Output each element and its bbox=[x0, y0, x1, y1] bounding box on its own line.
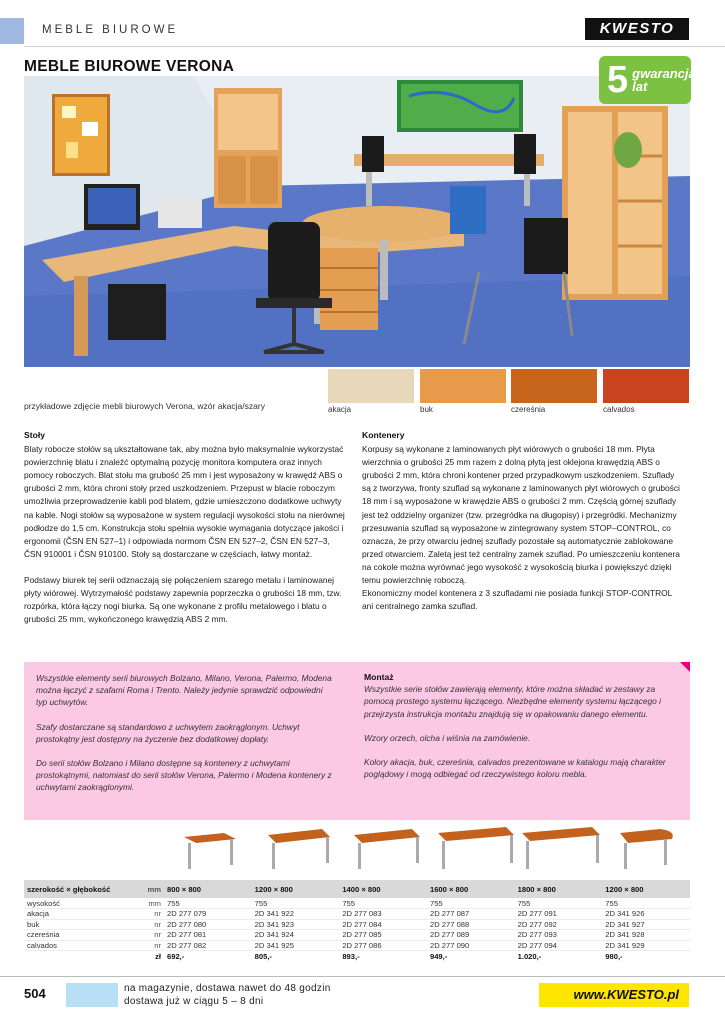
containers-paragraph-2: Ekonomiczny model kontenera z 3 szufladami nie posiada funkcji STOP-CONTROL ani centralnego zamka szuflad. bbox=[362, 588, 673, 612]
cell: 2D 277 093 bbox=[515, 930, 603, 941]
cell: 2D 341 929 bbox=[602, 940, 690, 951]
cell: 2D 277 080 bbox=[164, 919, 252, 930]
row-label: wysokość bbox=[24, 898, 142, 909]
swatch-label-czeresnia: czereśnia bbox=[511, 405, 546, 414]
spec-header-unit: mm bbox=[142, 880, 164, 898]
footer-divider bbox=[0, 976, 725, 977]
table-row bbox=[24, 930, 690, 941]
tables-paragraph-1: Blaty robocze stołów są ukształtowane tak, aby można było maksymalnie wykorzystać powierzchnię blatu i znaleźć optymalną pozycję monitora komputera oraz innych pomocy roboczych. Blat stołu ma grubość 25 mm i jest wyposażony w krawędź ABS o grubości 2 mm, która chroni stoły przed uszkodzeniem. Przepust w blacie roboczym umożliwia przeprowadzenie kabli pod blatem, gdzie umieszczono dodatkowe uchwyty na kable. Nogi stołów są wyposażone w system regulacji wysokości stołu na nierównej podłodze do 1,5 cm. Konstrukcja stołu spełnia wysokie wymagania dotyczące jakości i ergonomii (ČSN EN 527–1) i odpowiada normom ČSN EN 527–2, ČSN EN 527–3, ČSN 910001 i ČSN 910100. Stoły są dostarczane w częściach, łatwy montaż. bbox=[24, 444, 345, 559]
tables-paragraph-2: Podstawy biurek tej serii odznaczają się połączeniem szarego metalu i laminowanej płyty wiórowej. Wytrzymałość podstawy zapewnia poprzeczka o grubości 18 mm, tzw. rozpórka, która łączy nogi biurka. Są one wykonane z profilu metalowego i blatu o grubości 25 mm, wykończonego krawędzią ABS 2 mm. bbox=[24, 574, 342, 625]
cell: 755 bbox=[164, 898, 252, 909]
spec-col-4: 1600 × 800 bbox=[427, 880, 515, 898]
spec-header-row bbox=[24, 880, 690, 898]
tables-heading: Stoły bbox=[24, 430, 46, 440]
row-unit: nr bbox=[142, 909, 164, 920]
spec-table bbox=[24, 880, 690, 961]
row-unit: nr bbox=[142, 919, 164, 930]
price-cell: 949,- bbox=[429, 951, 448, 961]
row-label: akacja bbox=[24, 909, 142, 920]
cell: 755 bbox=[602, 898, 690, 909]
row-label: calvados bbox=[24, 940, 142, 951]
cell: 2D 277 092 bbox=[515, 919, 603, 930]
assembly-heading: Montaż bbox=[364, 672, 394, 682]
swatch-label-buk: buk bbox=[420, 405, 433, 414]
page-title: MEBLE BIUROWE VERONA bbox=[24, 58, 235, 75]
brand-logo: KWESTO bbox=[585, 18, 689, 40]
cell: 2D 341 922 bbox=[252, 909, 340, 920]
price-cell: 893,- bbox=[342, 951, 360, 961]
row-unit: mm bbox=[142, 898, 164, 909]
cell: 2D 277 089 bbox=[427, 930, 515, 941]
row-unit: nr bbox=[142, 940, 164, 951]
desk-icon-800 bbox=[184, 833, 236, 869]
section-tab-marker bbox=[0, 18, 24, 44]
desk-icon-1600 bbox=[438, 827, 514, 869]
note-colors: Kolory akacja, buk, czereśnia, calvados prezentowane w katalogu mają charakter poglądowy i mogą odbiegać od rzeczywistego koloru mebla. bbox=[364, 757, 666, 780]
note-combination: Wszystkie elementy serii biurowych Bolzano, Milano, Verona, Palermo, Modena można łączyć z szafami Roma i Trento. Należy jedynie sprawdzić odpowiedni typ uchwytów. bbox=[36, 673, 332, 708]
spec-col-2: 1200 × 800 bbox=[252, 880, 340, 898]
cell: 2D 341 924 bbox=[252, 930, 340, 941]
swatch-buk bbox=[420, 369, 506, 403]
cell: 755 bbox=[252, 898, 340, 909]
notes-left bbox=[36, 672, 336, 806]
cell: 2D 277 083 bbox=[339, 909, 427, 920]
price-row bbox=[24, 951, 690, 962]
spec-col-3: 1400 × 800 bbox=[339, 880, 427, 898]
tables-description bbox=[24, 429, 346, 639]
spec-header-label: szerokość × głębokość bbox=[24, 880, 142, 898]
desk-icon-1200-round bbox=[620, 829, 673, 869]
cell: 2D 277 094 bbox=[515, 940, 603, 951]
note-patterns: Wzory orzech, olcha i wiśnia na zamówienie. bbox=[364, 732, 531, 743]
cell: 755 bbox=[515, 898, 603, 909]
warranty-text: gwarancja lat bbox=[632, 66, 696, 94]
price-unit: zł bbox=[155, 951, 161, 961]
cell: 2D 341 925 bbox=[252, 940, 340, 951]
price-label bbox=[24, 951, 142, 962]
cell: 2D 277 088 bbox=[427, 919, 515, 930]
row-unit: nr bbox=[142, 930, 164, 941]
swatch-akacja bbox=[328, 369, 414, 403]
spec-col-5: 1800 × 800 bbox=[515, 880, 603, 898]
warranty-badge bbox=[599, 56, 696, 104]
price-cell: 1.020,- bbox=[517, 951, 542, 961]
cell: 2D 277 079 bbox=[164, 909, 252, 920]
website-link[interactable]: www.KWESTO.pl bbox=[539, 983, 689, 1007]
table-row bbox=[24, 909, 690, 920]
cell: 2D 277 084 bbox=[339, 919, 427, 930]
desk-icon-1200 bbox=[268, 829, 330, 869]
price-cell: 980,- bbox=[605, 951, 623, 961]
cell: 2D 341 928 bbox=[602, 930, 690, 941]
cell: 2D 341 927 bbox=[602, 919, 690, 930]
desk-icon-1800 bbox=[522, 827, 600, 869]
row-label: czereśnia bbox=[24, 930, 142, 941]
cell: 2D 277 091 bbox=[515, 909, 603, 920]
swatch-czeresnia bbox=[511, 369, 597, 403]
product-photo bbox=[24, 76, 690, 367]
desk-icon-1400 bbox=[354, 829, 420, 869]
price-cell: 805,- bbox=[254, 951, 272, 961]
cell: 2D 341 926 bbox=[602, 909, 690, 920]
delivery-line-1: na magazynie, dostawa nawet do 48 godzin bbox=[124, 983, 331, 994]
note-handles: Szafy dostarczane są standardowo z uchwytem zaokrąglonym. Uchwyt prostokątny jest dostępny na życzenie bez dodatkowej dopłaty. bbox=[36, 721, 300, 744]
desk-variants-strip bbox=[24, 821, 690, 879]
note-containers: Do serii stołów Bolzano i Milano dostępne są kontenery z uchwytami prostokątnymi, natomiast do serii stołów Verona, Palermo i Modena kontenery z uchwytami zaokrąglonymi. bbox=[36, 758, 332, 793]
swatch-label-akacja: akacja bbox=[328, 405, 352, 414]
table-row bbox=[24, 940, 690, 951]
spec-col-6: 1200 × 800 bbox=[602, 880, 690, 898]
cell: 2D 277 085 bbox=[339, 930, 427, 941]
containers-description bbox=[362, 429, 684, 626]
cell: 2D 277 086 bbox=[339, 940, 427, 951]
table-row bbox=[24, 898, 690, 909]
page-number: 504 bbox=[24, 986, 46, 1001]
note-assembly: Wszystkie serie stołów zawierają elementy, które można składać w zestawy za pomocą prostego systemu łączącego. Niezbędne elementy systemu łączącego i przejrzysta instrukcja montażu znajdują się w opakowaniu danego elementu. bbox=[364, 684, 662, 719]
containers-heading: Kontenery bbox=[362, 430, 405, 440]
section-label: MEBLE BIUROWE bbox=[42, 24, 179, 36]
cell: 2D 277 087 bbox=[427, 909, 515, 920]
delivery-info bbox=[124, 983, 331, 1008]
cell: 2D 277 082 bbox=[164, 940, 252, 951]
cell: 2D 277 090 bbox=[427, 940, 515, 951]
cell: 755 bbox=[339, 898, 427, 909]
header-divider bbox=[24, 46, 725, 47]
price-cell: 692,- bbox=[167, 951, 185, 961]
notes-right bbox=[364, 671, 682, 792]
table-row bbox=[24, 919, 690, 930]
cell: 755 bbox=[427, 898, 515, 909]
cell: 2D 341 923 bbox=[252, 919, 340, 930]
row-label: buk bbox=[24, 919, 142, 930]
containers-paragraph-1: Korpusy są wykonane z laminowanych płyt wiórowych o grubości 18 mm. Płyta wierzchnia o grubości 25 mm razem z dolną płytą jest oklejona krawędzią ABS o grubości 2 mm, która chroni kontener przed przypadkowym uszkodzeniem. Szuflady są z tworzywa, fronty szuflad są wykonane z laminowanych płyt wiórowych o grubości 18 mm i są wyposażone w krawędzie ABS o grubości 2 mm. Częścią górnej szuflady jest też oddzielny organizer (tzw. przegródka na długopisy) i przegródki. Mechanizmy przesuwania szuflad są wyposażone w zintegrowany system STOP–CONTROL, co oznacza, że przy otwarciu jednej szuflady pozostałe są automatycznie zablokowane przed otwarciem. Zaletą jest też centralny zamek szuflad. Po umieszczeniu kontenera na cokole można wyrównać jego wysokość z wysokością biurka i powiększyć dzięki temu powierzchnię roboczą. bbox=[362, 444, 680, 586]
photo-caption: przykładowe zdjęcie mebli biurowych Verona, wzór akacja/szary bbox=[24, 401, 265, 411]
spec-col-1: 800 × 800 bbox=[164, 880, 252, 898]
warranty-years: 5 bbox=[607, 59, 629, 101]
cell: 2D 277 081 bbox=[164, 930, 252, 941]
swatch-calvados bbox=[603, 369, 689, 403]
delivery-color-marker bbox=[66, 983, 118, 1007]
delivery-line-2: dostawa już w ciągu 5 – 8 dni bbox=[124, 995, 264, 1007]
swatch-label-calvados: calvados bbox=[603, 405, 635, 414]
